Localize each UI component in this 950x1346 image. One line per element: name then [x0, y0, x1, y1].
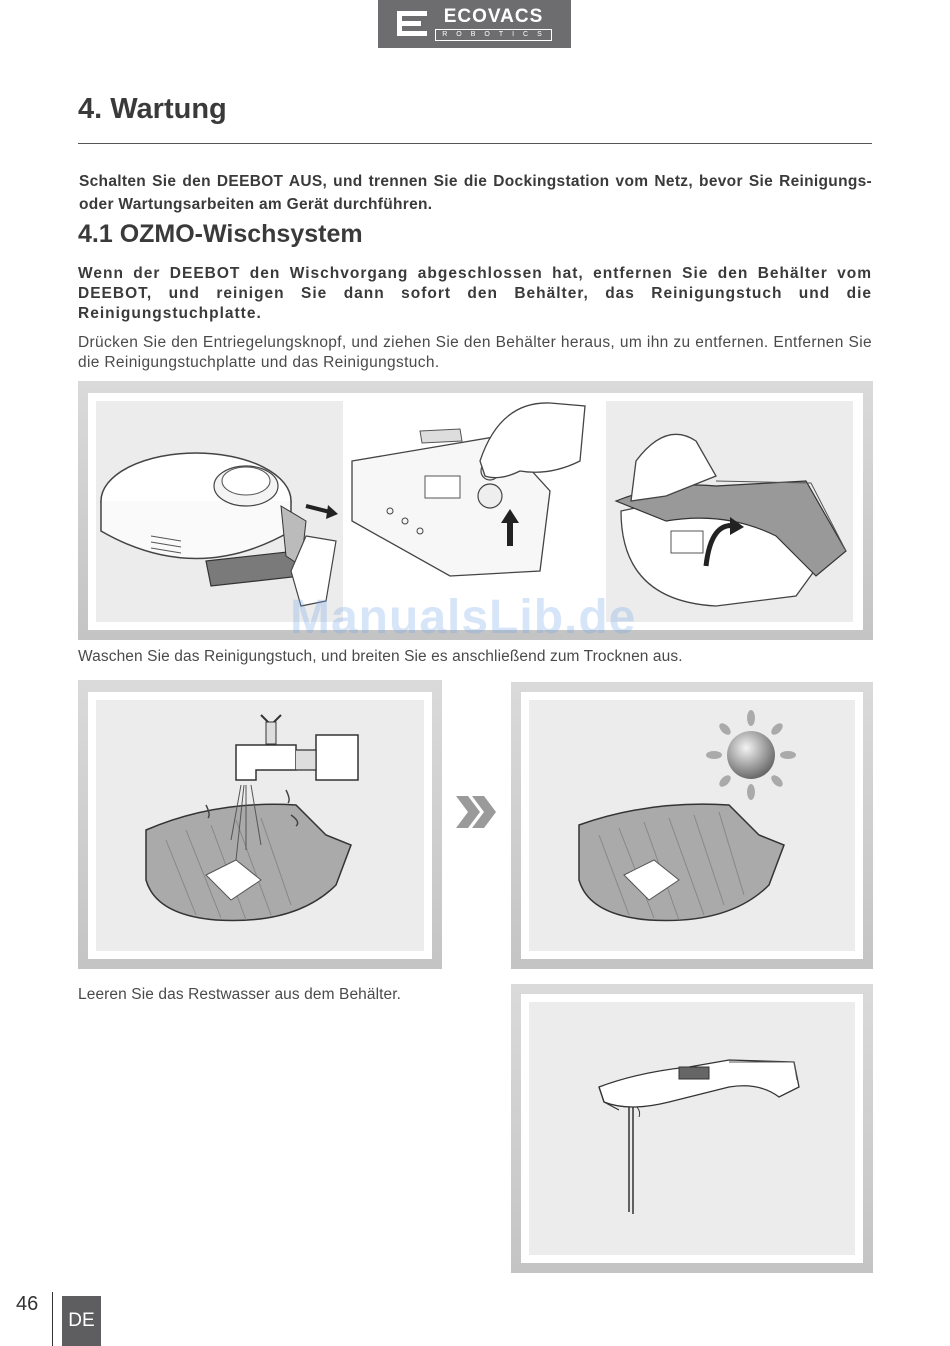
plate-release-illustration	[350, 401, 597, 622]
tank-empty-illustration	[529, 1002, 855, 1255]
step-3-text: Leeren Sie das Restwasser aus dem Behälter.	[78, 986, 402, 1003]
page-number: 46	[16, 1293, 39, 1315]
logo-sub: ROBOTICS	[435, 29, 552, 41]
footer-divider	[52, 1292, 53, 1346]
page-title: 4. Wartung	[78, 93, 227, 125]
title-divider	[78, 143, 872, 144]
cloth-removal-illustration	[606, 401, 853, 622]
safety-warning: Schalten Sie den DEEBOT AUS, und trennen Sie die Dockingstation vom Netz, bevor Sie Reinigungs- oder Wartungsarbeiten am Gerät durchführen.	[79, 173, 872, 213]
sun-dry-illustration	[529, 700, 855, 951]
section-intro: Wenn der DEEBOT den Wischvorgang abgeschlossen hat, entfernen Sie den Behälter vom DEEBOT, und reinigen Sie dann sofort den Behälter, das Reinigungstuch und die Reinigungstuchplatte.	[78, 265, 872, 322]
watermark: ManualsLib.de	[290, 591, 637, 644]
ecovacs-logo	[378, 0, 571, 48]
logo-name: ECOVACS	[443, 6, 544, 27]
figure-empty-tank	[511, 984, 873, 1273]
robot-tank-removal-illustration	[96, 401, 343, 622]
logo-mark-icon	[397, 9, 427, 39]
figure-wash	[78, 680, 442, 969]
figure-dry	[511, 682, 873, 969]
step-2-text: Waschen Sie das Reinigungstuch, und breiten Sie es anschließend zum Trocknen aus.	[78, 648, 683, 665]
double-chevron-right-icon	[456, 796, 498, 828]
section-title: 4.1 OZMO-Wischsystem	[78, 220, 363, 248]
step-1-text: Drücken Sie den Entriegelungsknopf, und ziehen Sie den Behälter heraus, um ihn zu entfernen. Entfernen Sie die Reinigungstuchplatte und das Reinigungstuch.	[78, 334, 872, 371]
faucet-wash-illustration	[96, 700, 424, 951]
language-badge: DE	[62, 1296, 101, 1346]
